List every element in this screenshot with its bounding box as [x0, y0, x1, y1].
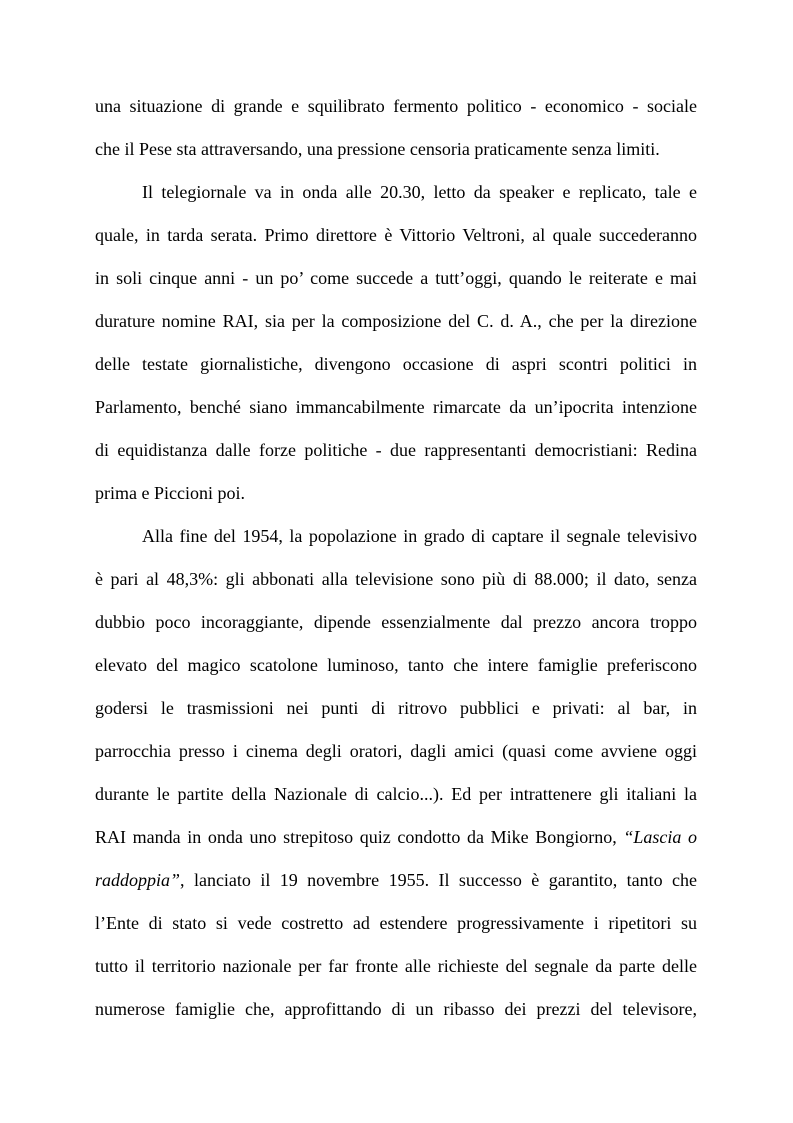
- text-line: numerose famiglie che, approfittando di un ribasso dei prezzi del televisore,: [95, 999, 697, 1019]
- text-segment: RAI manda in onda uno strepitoso quiz condotto da Mike Bongiorno,: [95, 827, 624, 847]
- text-line: godersi le trasmissioni nei punti di ritrovo pubblici e privati: al bar, in: [95, 698, 697, 718]
- text-line: Parlamento, benché siano immancabilmente rimarcate da un’ipocrita intenzione: [95, 397, 697, 417]
- show-title-italic: raddoppia”: [95, 870, 181, 890]
- text-line: dubbio poco incoraggiante, dipende essenzialmente dal prezzo ancora troppo: [95, 612, 697, 632]
- text-line: parrocchia presso i cinema degli oratori, dagli amici (quasi come avviene oggi: [95, 741, 697, 761]
- text-line: delle testate giornalistiche, divengono occasione di aspri scontri politici in: [95, 354, 697, 374]
- text-line: che il Pese sta attraversando, una pressione censoria praticamente senza limiti.: [95, 139, 660, 159]
- paragraph-first-line: Alla fine del 1954, la popolazione in grado di captare il segnale televisivo: [142, 526, 697, 546]
- text-line: elevato del magico scatolone luminoso, tanto che intere famiglie preferiscono: [95, 655, 697, 675]
- text-line: [95, 868, 697, 892]
- text-line: tutto il territorio nazionale per far fronte alle richieste del segnale da parte delle: [95, 956, 697, 976]
- text-line: una situazione di grande e squilibrato fermento politico - economico - sociale: [95, 96, 697, 116]
- text-line: durature nomine RAI, sia per la composizione del C. d. A., che per la direzione: [95, 311, 697, 331]
- text-line: è pari al 48,3%: gli abbonati alla televisione sono più di 88.000; il dato, senza: [95, 569, 697, 589]
- show-title-italic: “Lascia o: [623, 827, 697, 847]
- text-segment: , lanciato il 19 novembre 1955. Il successo è garantito, tanto che: [180, 870, 697, 890]
- text-line: di equidistanza dalle forze politiche - due rappresentanti democristiani: Redina: [95, 440, 697, 460]
- text-line: durante le partite della Nazionale di calcio...). Ed per intrattenere gli italiani la: [95, 784, 697, 804]
- text-line: l’Ente di stato si vede costretto ad estendere progressivamente i ripetitori su: [95, 913, 697, 933]
- paragraph-first-line: Il telegiornale va in onda alle 20.30, letto da speaker e replicato, tale e: [142, 182, 697, 202]
- text-line: [95, 825, 697, 849]
- text-line: prima e Piccioni poi.: [95, 483, 245, 503]
- text-line: in soli cinque anni - un po’ come succede a tutt’oggi, quando le reiterate e mai: [95, 268, 697, 288]
- text-line: quale, in tarda serata. Primo direttore è Vittorio Veltroni, al quale succederanno: [95, 225, 697, 245]
